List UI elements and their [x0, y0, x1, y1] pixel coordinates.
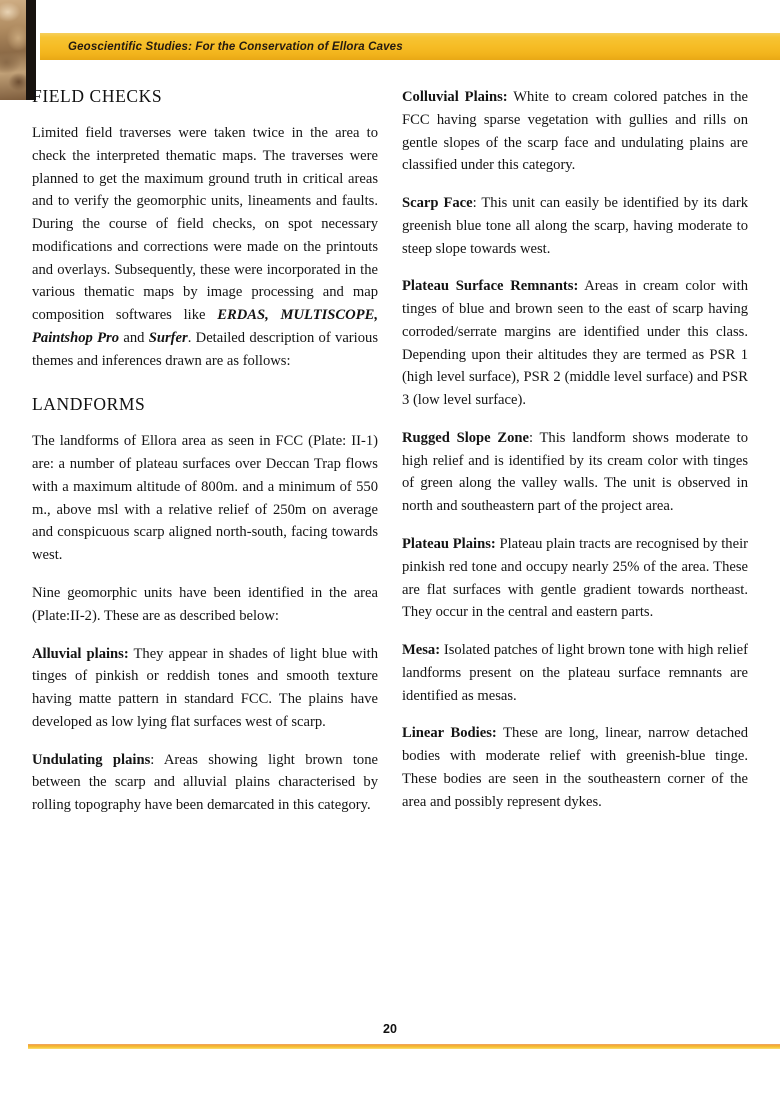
paragraph-landforms: The landforms of Ellora area as seen in FCC (Plate: II-1) are: a number of plateau surfaces over Deccan Trap flows with a maximum altitude of 800m. and a minimum of 550 m., above msl with a relative relief of 250m on average and conspicuous scarp aligned north-south, facing towards west.: [32, 433, 378, 564]
heading-field-checks: FIELD CHECKS: [32, 86, 163, 106]
definition-colluvial-plains: White to cream colored patches in the FCC having sparse vegetation with gullies and rills on gentle slopes of the scarp face and undulating plains are classified under this category.: [402, 89, 748, 174]
term-rugged-slope-zone: Rugged Slope Zone: [402, 429, 529, 446]
term-scarp-face: Scarp Face: [402, 195, 473, 212]
paragraph-mesa: [402, 639, 748, 707]
software-names-emphasis-2: Surfer: [148, 329, 188, 346]
two-column-body: [32, 86, 748, 817]
left-column: [32, 86, 378, 817]
term-linear-bodies: Linear Bodies:: [402, 725, 497, 742]
term-plateau-surface-remnants: Plateau Surface Remnants:: [402, 278, 579, 295]
term-undulating-plains: Undulating plains: [32, 751, 151, 768]
term-mesa: Mesa:: [402, 642, 441, 659]
heading-landforms: LANDFORMS: [32, 394, 146, 415]
paragraph-scarp-face: [402, 192, 748, 260]
footer-rule: [28, 1044, 780, 1049]
paragraph-field-checks: [32, 122, 378, 372]
header-band: [40, 33, 780, 60]
definition-alluvial-plains: They appear in shades of light blue with tinges of pinkish or reddish tones and smooth texture having matte pattern in standard FCC. The plains have developed as low lying flat surfaces west of scarp.: [32, 645, 378, 730]
definition-linear-bodies: These are long, linear, narrow detached bodies with moderate relief with greenish-blue tinge. These bodies are seen in the southeastern corner of the area and possibly represent dykes.: [402, 725, 748, 810]
paragraph-rugged-slope-zone: [402, 427, 748, 518]
decorative-black-bar: [26, 0, 36, 100]
definition-plateau-surface-remnants: Areas in cream color with tinges of blue and brown seen to the east of scarp having corroded/serrate margins are identified under this class. Depending upon their altitudes they are termed as PSR 1 (high level surface), PSR 2 (middle level surface) and PSR 3 (low level surface).: [402, 278, 748, 409]
term-colluvial-plains: Colluvial Plains:: [402, 89, 508, 105]
paragraph-colluvial-plains: [402, 86, 748, 177]
paragraph-plateau-plains: [402, 533, 748, 624]
page-number: 20: [383, 1022, 397, 1036]
definition-undulating-plains: : Areas showing light brown tone between the scarp and alluvial plains characterised by rolling topography have been demarcated in this category.: [32, 751, 378, 814]
definition-rugged-slope-zone: : This landform shows moderate to high relief and is identified by its cream color with tinges of green along the valley walls. The unit is observed in north and southeastern part of the project area.: [402, 429, 749, 515]
definition-mesa: Isolated patches of light brown tone with high relief landforms present on the plateau surface remnants are identified as mesas.: [402, 642, 748, 704]
paragraph-text-part-1: Limited field traverses were taken twice in the area to check the interpreted thematic maps. The traverses were planned to get the maximum ground truth in critical areas and to verify the geomorphic units, lineaments and faults. During the course of field checks, on spot necessary modifications and corrections were made on the printouts and overlays. Subsequently, these were incorporated in the various thematic maps by image processing and map composition softwares like: [32, 125, 378, 324]
term-alluvial-plains: Alluvial plains:: [32, 645, 129, 662]
software-names-emphasis-1: ERDAS, MULTISCOPE, Paintshop Pro: [32, 307, 378, 346]
running-title: Geoscientific Studies: For the Conservation of Ellora Caves: [68, 40, 403, 53]
definition-scarp-face: : This unit can easily be identified by its dark greenish blue tone all along the scarp, having moderate to steep slope towards west.: [402, 195, 749, 257]
term-plateau-plains: Plateau Plains:: [402, 536, 496, 553]
decorative-photo-strip: [0, 0, 26, 100]
paragraph-text-part-2: . Detailed description of various themes and inferences drawn are as follows:: [32, 329, 378, 369]
right-column: [402, 86, 748, 817]
definition-plateau-plains: Plateau plain tracts are recognised by their pinkish red tone and occupy nearly 25% of the area. These are flat surfaces with gentle gradient towards northeast. They occur in the central and eastern parts.: [402, 536, 748, 621]
paragraph-plateau-surface-remnants: [402, 275, 748, 412]
paragraph-nine-units: Nine geomorphic units have been identified in the area (Plate:II-2). These are as described below:: [32, 585, 378, 624]
paragraph-undulating-plains: [32, 749, 378, 817]
paragraph-conjunction: and: [119, 329, 149, 346]
paragraph-alluvial-plains: [32, 643, 378, 734]
paragraph-linear-bodies: [402, 722, 748, 813]
